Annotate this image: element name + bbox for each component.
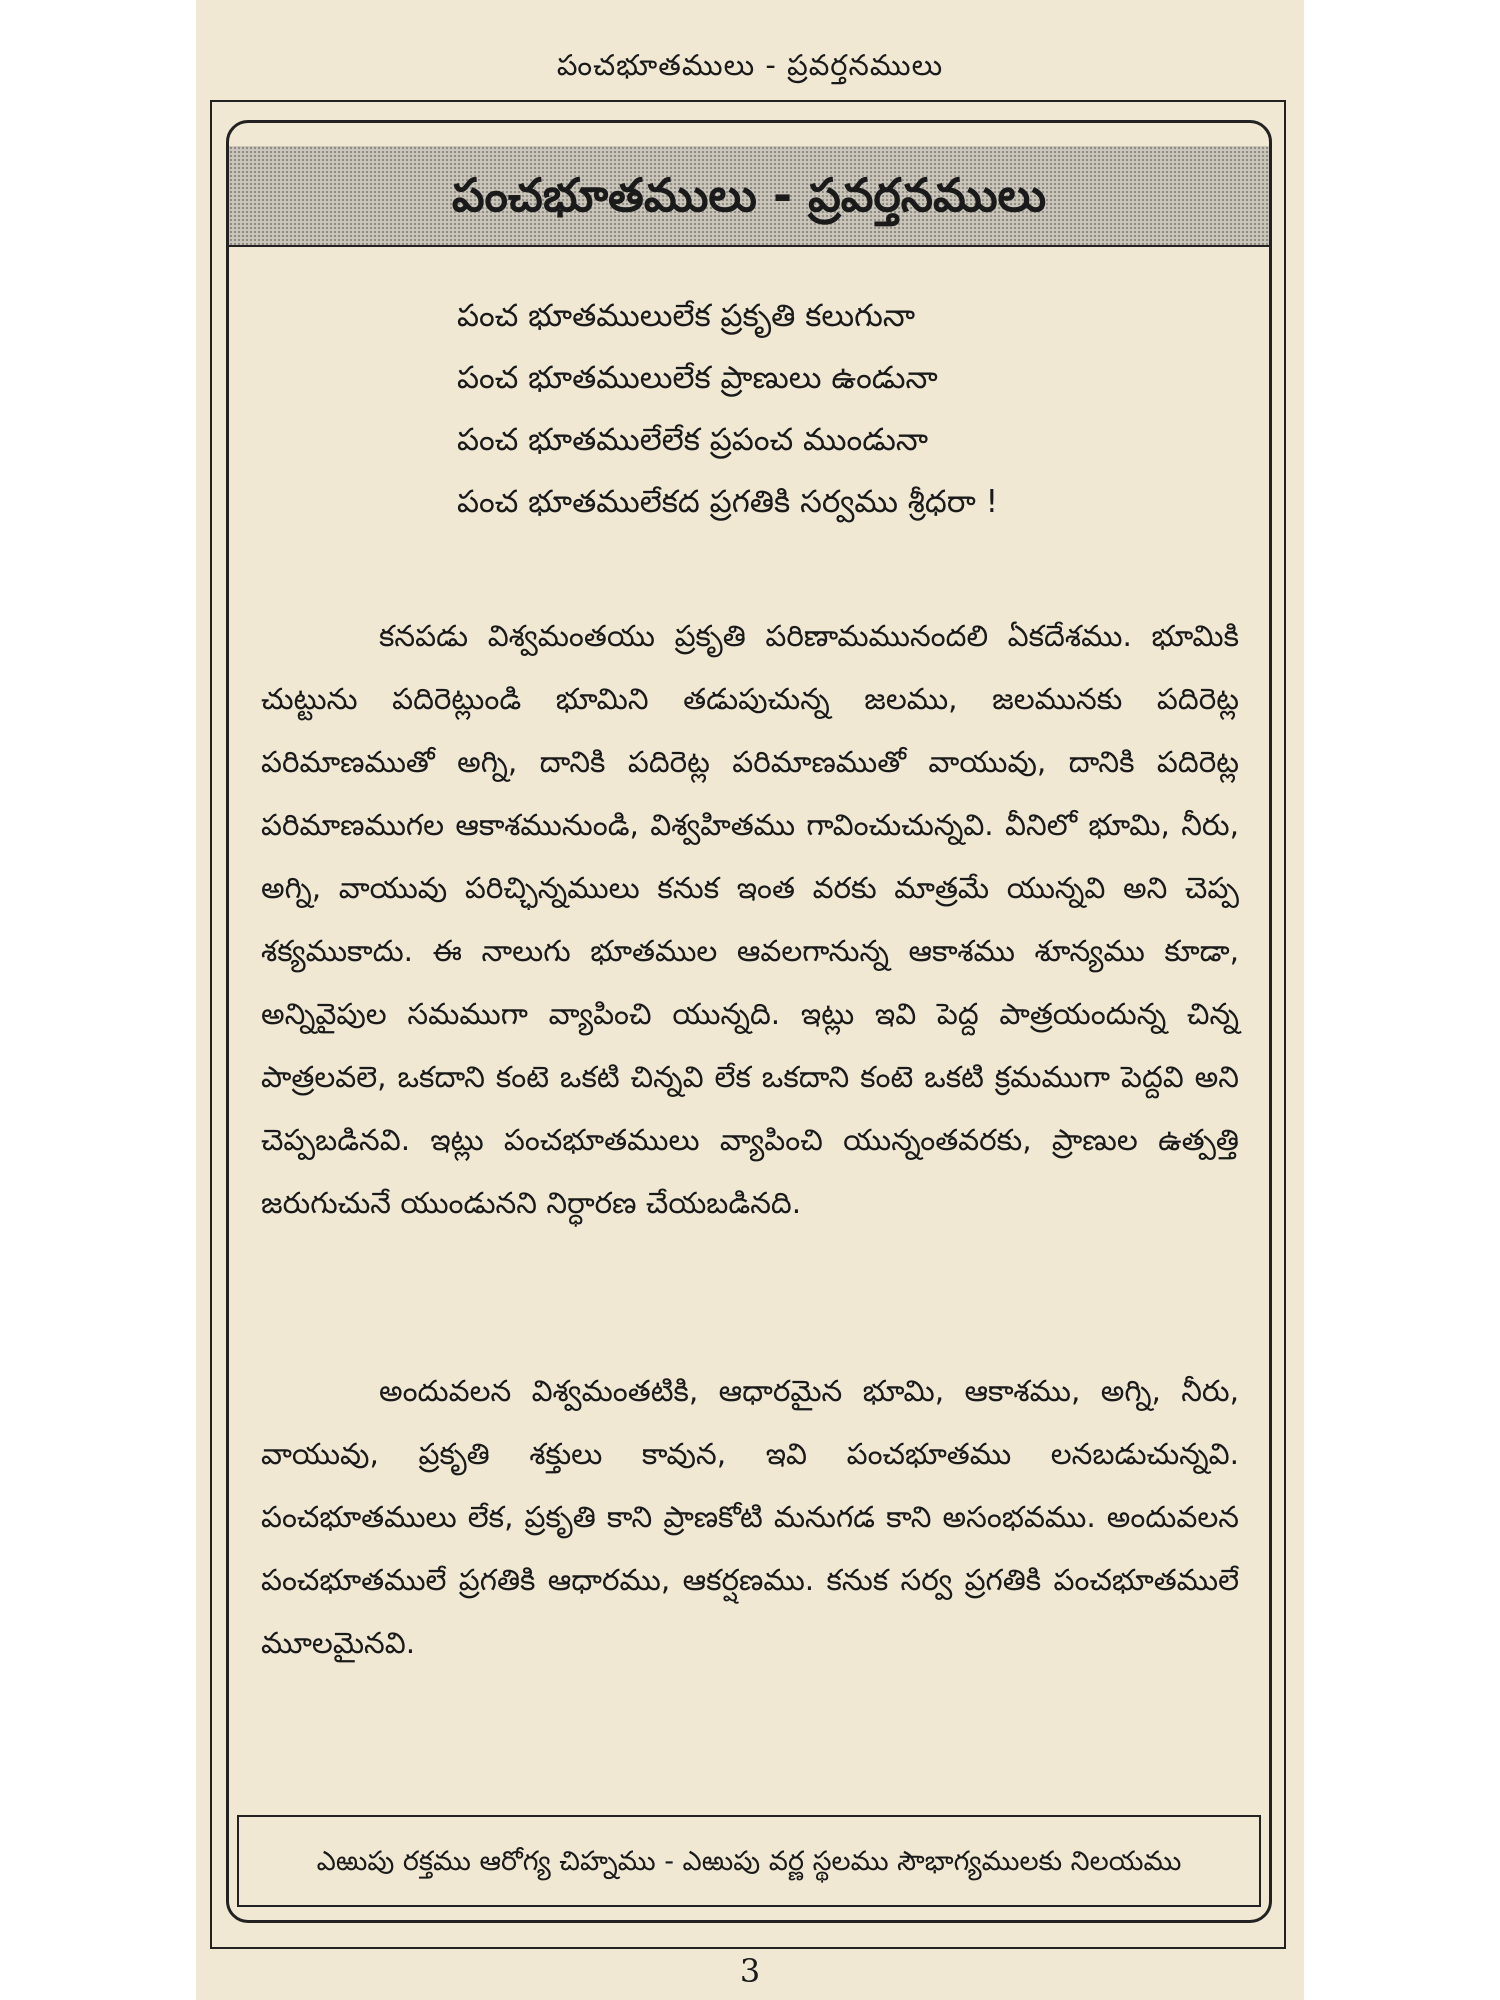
- footer-motto: ఎఱుపు రక్తము ఆరోగ్య చిహ్నము - ఎఱుపు వర్ణ స్థలము సౌభాగ్యములకు నిలయము: [316, 1846, 1182, 1877]
- paragraph-1: కనపడు విశ్వమంతయు ప్రకృతి పరిణామమునందలి ఏకదేశము. భూమికి చుట్టును పదిరెట్లుండి భూమిని తడుపుచున్న జలము, జలమునకు పదిరెట్ల పరిమాణముతో అగ్ని, దానికి పదిరెట్ల పరిమాణముతో వాయువు, దానికి పదిరెట్ల పరిమాణముగల ఆకాశమునుండి, విశ్వహితము గావించుచున్నవి. వీనిలో భూమి, నీరు, అగ్ని, వాయువు పరిచ్ఛిన్నములు కనుక ఇంత వరకు మాత్రమే యున్నవి అని చెప్ప శక్యముకాదు. ఈ నాలుగు భూతముల ఆవలగానున్న ఆకాశము శూన్యము కూడా, అన్నివైపుల సమముగా వ్యాపించి యున్నది. ఇట్లు ఇవి పెద్ద పాత్రయందున్న చిన్న పాత్రలవలె, ఒకదాని కంటె ఒకటి చిన్నవి లేక ఒకదాని కంటె ఒకటి క్రమముగా పెద్దవి అని చెప్పబడినవి. ఇట్లు పంచభూతములు వ్యాపించి యున్నంతవరకు, ప్రాణుల ఉత్పత్తి జరుగుచునే యుండునని నిర్ధారణ చేయబడినది.: [261, 619, 1239, 1220]
- running-header: పంచభూతములు - ప్రవర్తనములు: [556, 48, 944, 82]
- footer-box: [237, 1815, 1261, 1907]
- poem-line: పంచ భూతములేకద ప్రగతికి సర్వము శ్రీధరా !: [457, 484, 999, 520]
- paragraph-2: అందువలన విశ్వమంతటికి, ఆధారమైన భూమి, ఆకాశము, అగ్ని, నీరు, వాయువు, ప్రకృతి శక్తులు కావున, ఇవి పంచభూతము లనబడుచున్నవి. పంచభూతములు లేక, ప్రకృతి కాని ప్రాణకోటి మనుగడ కాని అసంభవము. అందువలన పంచభూతములే ప్రగతికి ఆధారము, ఆకర్షణము. కనుక సర్వ ప్రగతికి పంచభూతములే మూలమైనవి.: [261, 1374, 1239, 1660]
- title-band: [229, 146, 1269, 247]
- content-card: [226, 120, 1272, 1923]
- page-title: పంచభూతములు - ప్రవర్తనములు: [451, 168, 1047, 222]
- poem-line: పంచ భూతములులేక ప్రకృతి కలుగునా: [457, 298, 916, 334]
- book-page: [196, 0, 1304, 2000]
- poem-line: పంచ భూతములులేక ప్రాణులు ఉండునా: [457, 360, 938, 396]
- poem: [457, 285, 1217, 533]
- page-number: 3: [739, 1952, 761, 1990]
- poem-line: పంచ భూతములేలేక ప్రపంచ ముండునా: [457, 422, 929, 458]
